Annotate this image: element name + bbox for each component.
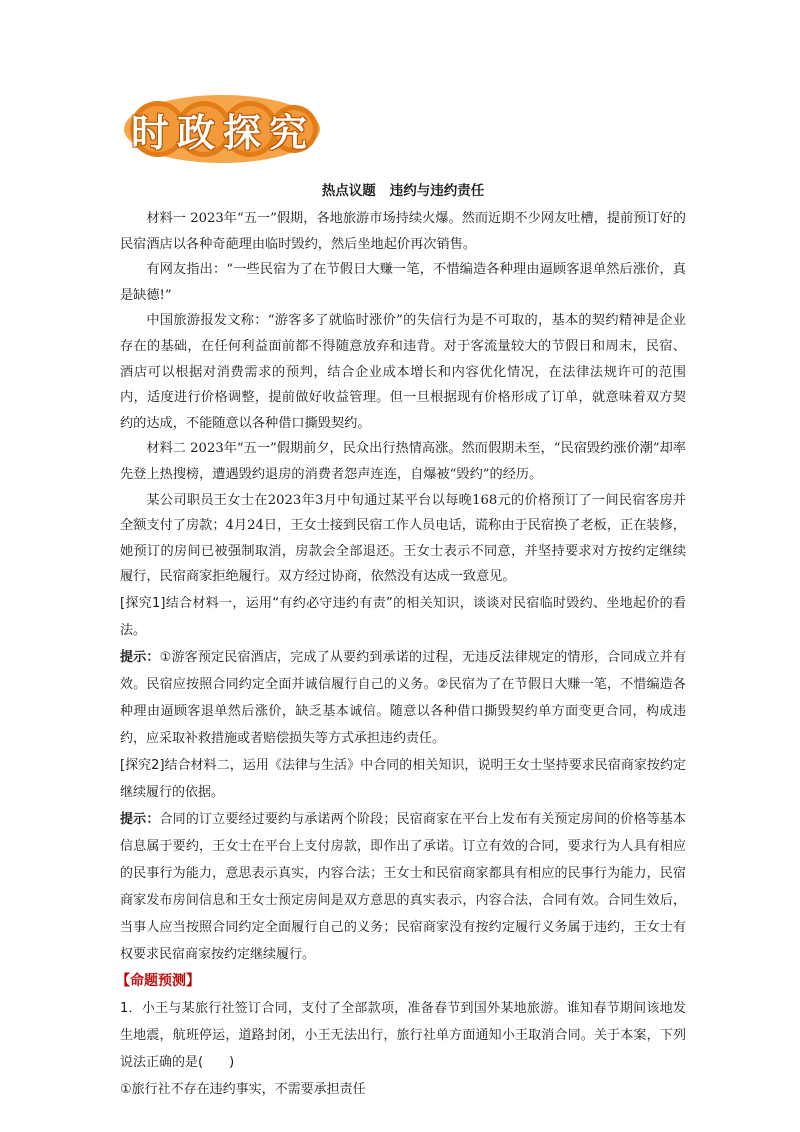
- page-title: [120, 180, 686, 202]
- prediction-heading: 【命题预测】: [116, 972, 200, 989]
- question-1-option-1: ①旅行社不存在违约事实，不需要承担责任: [120, 1081, 366, 1097]
- inquiry1-hint-text: ①游客预定民宿酒店，完成了从要约到承诺的过程，无违反法律规定的情形，合同成立并有效。民宿应按照合同约定全面并诚信履行自己的义务。②民宿为了在节假日大赚一笔，不惜编造各种理由逼顾客退单然后涨价，缺乏基本诚信。随意以各种借口撕毁契约单方面变更合同，构成违约，应采取补救措施或者赔偿损失等方式承担违约责任。: [120, 649, 686, 746]
- badge-title: [122, 92, 322, 166]
- title-topic: 热点议题: [321, 183, 376, 199]
- badge-char-2: 政: [176, 110, 221, 155]
- material1-paragraph-2: 有网友指出：“一些民宿为了在节假日大赚一笔，不惜编造各种理由逼顾客退单然后涨价，真是缺德!”: [120, 262, 686, 303]
- inquiry1-hint-label: 提示：: [120, 649, 160, 665]
- material1-paragraph-3: 中国旅游报发文称：“游客多了就临时涨价”的失信行为是不可取的，基本的契约精神是企业存在的基础，在任何利益面前都不得随意放弃和违背。对于客流量较大的节假日和周末，民宿、酒店可以根据对消费需求的预判，结合企业成本增长和内容优化情况，在法律法规许可的范围内，适度进行价格调整，提前做好收益管理。但一旦根据现有价格形成了订单，就意味着双方契约的达成，不能随意以各种借口撕毁契约。: [120, 313, 686, 431]
- question-1: 1．小王与某旅行社签订合同，支付了全部款项，准备春节到国外某地旅游。谁知春节期间该地发生地震，航班停运，道路封闭，小王无法出行，旅行社单方面通知小王取消合同。关于本案，下列说法正确的是( ): [120, 1000, 686, 1070]
- material2-paragraph-1: 材料二 2023年“五一”假期前夕，民众出行热情高涨。然而假期未至，“民宿毁约涨价潮”却率先登上热搜榜，遭遇毁约退房的消费者怨声连连，自爆被“毁约”的经历。: [120, 441, 686, 482]
- inquiry2-hint: [120, 806, 686, 968]
- inquiry1-hint: [120, 644, 686, 752]
- badge-char-3: 探: [222, 110, 267, 155]
- inquiry2-hint-text: 合同的订立要经过要约与承诺两个阶段；民宿商家在平台上发布有关预定房间的价格等基本信息属于要约，王女士在平台上支付房款，即作出了承诺。订立有效的合同，要求行为人具有相应的民事行为能力，意思表示真实，内容合法；王女士和民宿商家都具有相应的民事行为能力，民宿商家发布房间信息和王女士预定房间是双方意思的真实表示，内容合法，合同有效。合同生效后，当事人应当按照合同约定全面履行自己的义务；民宿商家没有按约定履行义务属于违约，王女士有权要求民宿商家按约定继续履行。: [120, 811, 686, 962]
- badge-char-4: 究: [268, 110, 313, 155]
- badge-char-1: 时: [130, 110, 175, 155]
- material1-paragraph-1: 材料一 2023年“五一”假期，各地旅游市场持续火爆。然而近期不少网友吐槽，提前预订好的民宿酒店以各种奇葩理由临时毁约，然后坐地起价再次销售。: [120, 211, 686, 252]
- document-body: [116, 180, 686, 1103]
- inquiry2-hint-label: 提示：: [120, 811, 160, 827]
- inquiry1-question: [探究1]结合材料一，运用“有约必守违约有责”的相关知识，谈谈对民宿临时毁约、坐地起价的看法。: [120, 595, 686, 638]
- material2-paragraph-2: 某公司职员王女士在2023年3月中旬通过某平台以每晚168元的价格预订了一间民宿客房并全额支付了房款；4月24日，王女士接到民宿工作人员电话，谎称由于民宿换了老板，正在装修，她预订的房间已被强制取消，房款会全部退还。王女士表示不同意，并坚持要求对方按约定继续履行，民宿商家拒绝履行。双方经过协商，依然没有达成一致意见。: [120, 492, 686, 585]
- title-subject: 违约与违约责任: [389, 183, 485, 199]
- section-badge: [122, 92, 322, 166]
- inquiry2-question: [探究2]结合材料二，运用《法律与生活》中合同的相关知识，说明王女士坚持要求民宿商家按约定继续履行的依据。: [120, 757, 686, 800]
